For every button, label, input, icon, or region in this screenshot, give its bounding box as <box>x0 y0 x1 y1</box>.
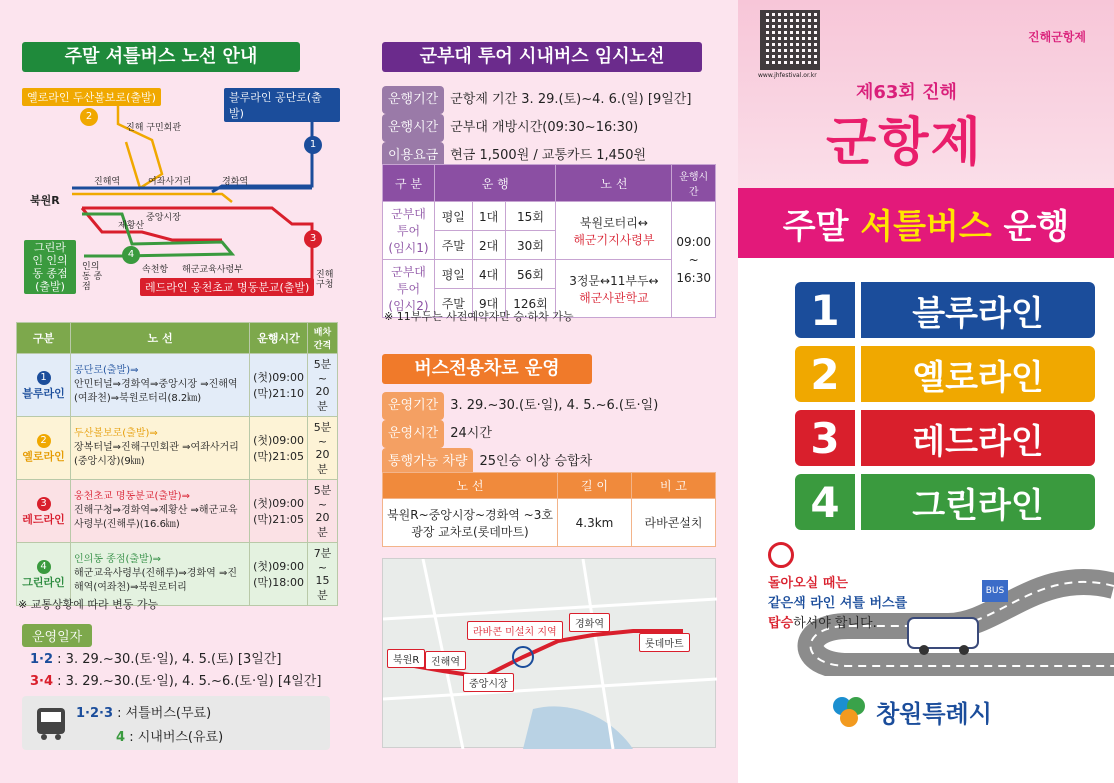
route-start: 인의동 종점(출발)⇒ <box>74 554 161 565</box>
line-badge-number: 3 <box>795 410 855 466</box>
bus-stop-sign: BUS <box>982 580 1008 602</box>
interval-min: 5분 <box>313 484 332 497</box>
route-line1: 북원로터리↔ <box>579 215 648 230</box>
col-header: 구 분 <box>383 165 435 202</box>
interval-min: 5분 <box>313 421 332 434</box>
map-label: 라바콘 미설치 지역 <box>467 621 563 640</box>
line-cell <box>17 480 71 543</box>
lane-length: 4.3km <box>558 499 632 547</box>
cell: 56회 <box>505 260 556 289</box>
info-label: 운행기간 <box>382 86 444 114</box>
legend-paid <box>116 726 223 745</box>
line-badge-yellow <box>795 346 1095 402</box>
tour-route <box>556 202 672 260</box>
bus-icon <box>34 706 68 740</box>
cell: 평일 <box>435 202 473 231</box>
line-badge-label: 블루라인 <box>861 282 1095 338</box>
line-name: 레드라인 <box>22 512 65 526</box>
days-row-nums: 1·2 <box>30 652 54 667</box>
last-bus: (막)21:10 <box>253 387 304 400</box>
cell: 주말 <box>435 231 473 260</box>
line-badge-label: 옐로라인 <box>861 346 1095 402</box>
first-bus: (첫)09:00 <box>253 434 304 447</box>
bus-lane-table <box>382 472 716 547</box>
interval-cell: 5분 ~ 20분 <box>308 480 338 543</box>
route-text: 해군교육사령부(진해루)⇒경화역 ⇒진해역(여좌천)⇒북원로터리 <box>74 568 237 593</box>
days-row-text: : 3. 29.~30.(토·일), 4. 5.(토) [3일간] <box>57 652 282 667</box>
tour-time: 09:00 ~ 16:30 <box>672 202 716 318</box>
route-text: 안민터널⇒경화역⇒중앙시장 ⇒진해역(여좌천)⇒북원로터리(8.2㎞) <box>74 379 238 404</box>
map-label: 중앙시장 <box>463 673 514 692</box>
stop-label: 제황산 <box>118 221 145 231</box>
map-label: 롯데마트 <box>639 633 690 652</box>
time-cell <box>250 417 308 480</box>
interval-cell: 5분 ~ 20분 <box>308 417 338 480</box>
right-panel <box>738 0 1114 783</box>
return-text: 하셔야 합니다. <box>793 616 877 631</box>
info-row <box>382 392 658 420</box>
info-row <box>382 114 691 142</box>
middle-panel <box>366 0 738 783</box>
line-badge-label: 그린라인 <box>861 474 1095 530</box>
days-row-1 <box>30 648 281 667</box>
line-badge-label: 레드라인 <box>861 410 1095 466</box>
line-cell <box>17 417 71 480</box>
green-line-tag: 그린라인 인의동 종점 (출발) <box>24 240 76 294</box>
col-header: 운행시간 <box>250 323 308 354</box>
info-value: 군부대 개방시간(09:30~16:30) <box>450 120 639 135</box>
days-row-text: : 3. 29.~30.(토·일), 4. 5.~6.(토·일) [4일간] <box>57 674 322 689</box>
time-cell <box>250 354 308 417</box>
red-line-tag: 레드라인 웅천초교 명동분교(출발) <box>140 278 314 296</box>
subtitle-part: 주말 <box>782 206 861 247</box>
route-map <box>22 84 340 296</box>
line-badge-green <box>795 474 1095 530</box>
route-cell <box>71 480 250 543</box>
line-badge-number: 1 <box>795 282 855 338</box>
cell: 15회 <box>505 202 556 231</box>
line-name: 블루라인 <box>22 386 65 400</box>
map-label: 진해역 <box>425 651 466 670</box>
route-table <box>16 322 338 606</box>
col-header: 노 선 <box>556 165 672 202</box>
city-emblem-icon <box>830 692 868 730</box>
festival-title: 군항제 <box>826 113 983 173</box>
cell: 평일 <box>435 260 473 289</box>
blue-line-tag: 블루라인 공단로(출발) <box>224 88 340 122</box>
route-cell <box>71 354 250 417</box>
legend-nums: 4 <box>116 730 126 745</box>
interval-cell: 7분 ~ 15분 <box>308 543 338 606</box>
return-text: 돌아오실 때는 <box>768 576 848 591</box>
col-header: 운행시간 <box>672 165 716 202</box>
stop-label: 경화역 <box>222 177 249 187</box>
tour-name: 군부대 투어 (임시1) <box>383 202 435 260</box>
cell: 1대 <box>472 202 505 231</box>
army-tour-info <box>382 86 691 170</box>
time-cell <box>250 480 308 543</box>
col-header: 구분 <box>17 323 71 354</box>
qr-code <box>760 10 820 70</box>
line-number: 4 <box>37 560 51 574</box>
bus-lane-info <box>382 392 658 476</box>
time-cell <box>250 543 308 606</box>
stop-label: 북원R <box>30 194 60 207</box>
left-panel <box>0 0 366 783</box>
col-header: 운 행 <box>435 165 556 202</box>
cell: 126회 <box>505 289 556 318</box>
legend-free <box>76 702 211 721</box>
cell: 2대 <box>472 231 505 260</box>
info-row <box>382 86 691 114</box>
subtitle-highlight: 셔틀버스 <box>860 206 992 247</box>
edition-text: 제63회 진해 <box>856 82 957 103</box>
route-cell <box>71 417 250 480</box>
stop-label: 진해 구청 <box>316 270 334 290</box>
yellow-line-tag: 옐로라인 두산볼보로(출발) <box>22 88 161 106</box>
line-number: 3 <box>37 497 51 511</box>
col-header: 비 고 <box>632 473 716 499</box>
line-number: 1 <box>37 371 51 385</box>
legend-text: : 시내버스(유료) <box>129 730 224 745</box>
last-bus: (막)18:00 <box>253 576 304 589</box>
stop-label: 진해역 <box>94 177 121 187</box>
line-cell <box>17 354 71 417</box>
route-text: 진해구청⇒경화역⇒제황산 ⇒해군교육사령부(진해루)(16.6㎞) <box>74 505 238 530</box>
info-label: 통행가능 차량 <box>382 448 473 476</box>
line-number: 2 <box>37 434 51 448</box>
route-start: 웅천초교 명동분교(출발)⇒ <box>74 491 190 502</box>
operating-days-label: 운영일자 <box>22 624 92 647</box>
return-text: 탑승 <box>768 616 794 631</box>
return-notice <box>768 574 907 634</box>
line-name: 옐로라인 <box>22 449 65 463</box>
stop-label: 해군교육사령부 <box>182 265 243 275</box>
first-bus: (첫)09:00 <box>253 560 304 573</box>
stop-label: 속천항 <box>142 265 169 275</box>
tour-name: 군부대 투어 (임시2) <box>383 260 435 318</box>
col-header: 노 선 <box>383 473 558 499</box>
days-row-nums: 3·4 <box>30 674 54 689</box>
info-value: 24시간 <box>450 426 492 441</box>
info-label: 운행시간 <box>382 114 444 142</box>
info-value: 군항제 기간 3. 29.(토)~4. 6.(일) [9일간] <box>450 92 692 107</box>
line-4-marker: 4 <box>122 246 140 264</box>
days-row-2 <box>30 670 321 689</box>
line-1-marker: 1 <box>304 136 322 154</box>
route-start: 공단로(출발)⇒ <box>74 365 139 376</box>
col-header: 배차간격 <box>308 323 338 354</box>
city-logo <box>830 692 992 730</box>
route-line2: 해군기지사령부 <box>573 232 655 247</box>
line-2-marker: 2 <box>80 108 98 126</box>
stop-label: 여좌사거리 <box>148 177 192 187</box>
tour-note: ※ 11부두는 사전예약자만 승·하차 가능 <box>384 310 574 323</box>
bus-lane-map <box>382 558 716 748</box>
line-badge-blue <box>795 282 1095 338</box>
lane-remark: 라바콘설치 <box>632 499 716 547</box>
festival-logo: 진해군항제 <box>1028 30 1086 44</box>
cell: 주말 <box>435 289 473 318</box>
bus-legend <box>22 696 330 750</box>
line-3-marker: 3 <box>304 230 322 248</box>
subtitle-bar <box>738 188 1114 258</box>
last-bus: (막)21:05 <box>253 513 304 526</box>
route-line2: 해군사관학교 <box>579 290 649 305</box>
map-label: 북원R <box>387 649 425 668</box>
interval-max: 20분 <box>315 385 330 413</box>
info-value: 3. 29.~30.(토·일), 4. 5.~6.(토·일) <box>450 398 659 413</box>
interval-min: 5분 <box>313 358 332 371</box>
legend-nums: 1·2·3 <box>76 706 114 721</box>
no-entry-icon <box>768 542 794 568</box>
interval-max: 15분 <box>315 574 330 602</box>
stop-label: 진해 구민회관 <box>126 123 182 133</box>
interval-min: 7분 <box>313 547 332 560</box>
tour-table <box>382 164 716 318</box>
army-tour-banner: 군부대 투어 시내버스 임시노선 <box>382 42 702 72</box>
line-badge-number: 2 <box>795 346 855 402</box>
line-name: 그린라인 <box>22 575 65 589</box>
interval-max: 20분 <box>315 511 330 539</box>
route-text: 장복터널⇒진해구민회관 ⇒여좌사거리(중앙시장)(9㎞) <box>74 442 239 467</box>
route-start: 두산볼보로(출발)⇒ <box>74 428 158 439</box>
return-text: 같은색 라인 셔틀 버스를 <box>768 596 908 611</box>
line-badge-red <box>795 410 1095 466</box>
info-value: 현금 1,500원 / 교통카드 1,450원 <box>450 148 647 163</box>
info-label: 이용요금 <box>382 142 444 170</box>
traffic-note: ※ 교통상황에 따라 변동 가능 <box>18 598 159 611</box>
interval-max: 20분 <box>315 448 330 476</box>
info-label: 운영시간 <box>382 420 444 448</box>
route-line1: 3정문↔11부두↔ <box>569 273 659 288</box>
first-bus: (첫)09:00 <box>253 497 304 510</box>
first-bus: (첫)09:00 <box>253 371 304 384</box>
last-bus: (막)21:05 <box>253 450 304 463</box>
subtitle-part: 운행 <box>991 206 1070 247</box>
city-name: 창원특례시 <box>876 699 992 728</box>
col-header: 길 이 <box>558 473 632 499</box>
info-value: 25인승 이상 승합차 <box>479 454 593 469</box>
map-label: 경화역 <box>569 613 610 632</box>
bus-lane-banner: 버스전용차로 운영 <box>382 354 592 384</box>
stop-label: 중앙시장 <box>146 213 181 223</box>
info-row <box>382 420 658 448</box>
col-header: 노 선 <box>71 323 250 354</box>
festival-url: www.jhfestival.or.kr <box>758 72 817 79</box>
cell: 9대 <box>472 289 505 318</box>
info-label: 운영기간 <box>382 392 444 420</box>
line-badge-number: 4 <box>795 474 855 530</box>
cell: 4대 <box>472 260 505 289</box>
interval-cell: 5분 ~ 20분 <box>308 354 338 417</box>
stop-label: 인의동 종점 <box>82 262 103 292</box>
shuttle-route-banner: 주말 셔틀버스 노선 안내 <box>22 42 300 72</box>
cell: 30회 <box>505 231 556 260</box>
legend-text: : 셔틀버스(무료) <box>117 706 212 721</box>
lane-route: 북원R~중앙시장~경화역 ~3호광장 교차로(롯데마트) <box>383 499 558 547</box>
